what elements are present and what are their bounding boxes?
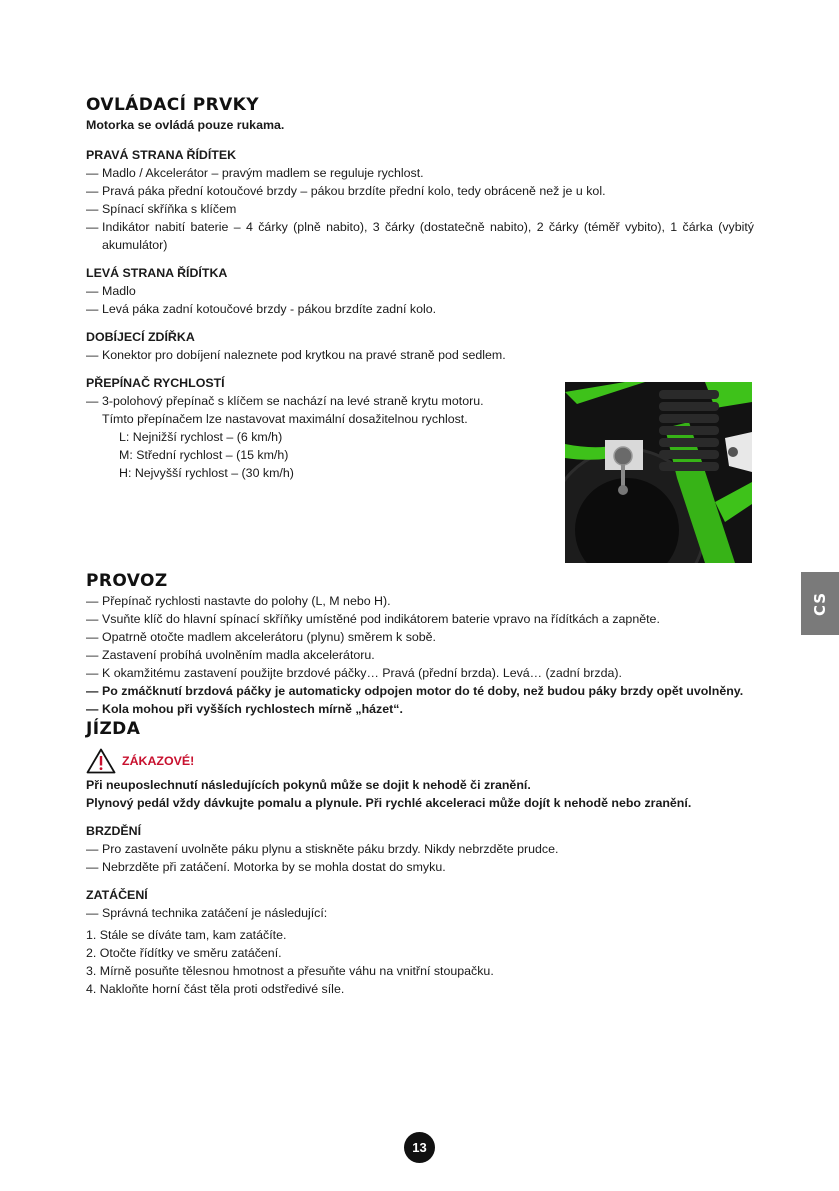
warning-text: Při neuposlechnutí následujících pokynů může se dojit k nehodě či zranění. — [86, 778, 531, 792]
warning-triangle-icon — [86, 748, 116, 774]
braking-list — [86, 840, 754, 876]
cornering-step: 3. Mírně posuňte tělesnou hmotnost a přesuňte váhu na vnitřní stoupačku. — [86, 964, 494, 978]
cornering-steps — [86, 926, 754, 998]
list-item: — Přepínač rychlosti nastavte do polohy (L, M nebo H). — [86, 592, 754, 610]
right-handlebar-list — [86, 164, 754, 254]
speed-switch-note: Tímto přepínačem lze nastavovat maximální dosažitelnou rychlost. — [102, 412, 468, 426]
speed-level-high: H: Nejvyšší rychlost – (30 km/h) — [119, 466, 294, 480]
heading-charging-port: DOBÍJECÍ ZDÍŘKA — [86, 330, 195, 344]
warning-text: Plynový pedál vždy dávkujte pomalu a plynule. Při rychlé akceleraci může dojít k nehodě nebo zranění. — [86, 796, 692, 810]
cornering-step: 4. Nakloňte horní část těla proti odstředivé síle. — [86, 982, 345, 996]
heading-right-handlebar: PRAVÁ STRANA ŘÍDÍTEK — [86, 148, 237, 162]
section-title-controls: OVLÁDACÍ PRVKY — [86, 95, 259, 115]
charging-list — [86, 346, 754, 364]
list-item: — Pro zastavení uvolněte páku plynu a stiskněte páku brzdy. Nikdy nebrzděte prudce. — [86, 840, 754, 858]
list-item: — Madlo / Akcelerátor – pravým madlem se reguluje rychlost. — [86, 164, 754, 182]
list-item: — 3-polohový přepínač s klíčem se nachází na levé straně krytu motoru. — [86, 392, 526, 410]
warning-row — [86, 748, 754, 774]
heading-cornering: ZATÁČENÍ — [86, 888, 148, 902]
list-item: — K okamžitému zastavení použijte brzdové páčky… Pravá (přední brzda). Levá… (zadní brzda). — [86, 664, 754, 682]
list-item: — Pravá páka přední kotoučové brzdy – pákou brzdíte přední kolo, tedy obráceně než je u kol. — [86, 182, 754, 200]
page-number: 13 — [404, 1132, 435, 1163]
list-item-bold: — Kola mohou při vyšších rychlostech mírně „házet“. — [86, 700, 754, 718]
heading-left-handlebar: LEVÁ STRANA ŘÍDÍTKA — [86, 266, 228, 280]
left-handlebar-list — [86, 282, 754, 318]
warning-label: ZÁKAZOVÉ! — [122, 754, 195, 768]
speed-switch-list — [86, 392, 526, 410]
cornering-list — [86, 904, 754, 922]
list-item: — Spínací skříňka s klíčem — [86, 200, 754, 218]
heading-speed-switch: PŘEPÍNAČ RYCHLOSTÍ — [86, 376, 225, 390]
list-item-bold: — Po zmáčknutí brzdová páčky je automaticky odpojen motor do té doby, než budou páky brzdy opět uvolněny. — [86, 682, 754, 700]
list-item: — Nebrzděte při zatáčení. Motorka by se mohla dostat do smyku. — [86, 858, 754, 876]
list-item: — Správná technika zatáčení je následující: — [86, 904, 754, 922]
motor-speed-switch-photo — [565, 382, 752, 563]
speed-level-medium: M: Střední rychlost – (15 km/h) — [119, 448, 289, 462]
heading-braking: BRZDĚNÍ — [86, 824, 142, 838]
list-item: — Opatrně otočte madlem akcelerátoru (plynu) směrem k sobě. — [86, 628, 754, 646]
speed-level-low: L: Nejnižší rychlost – (6 km/h) — [119, 430, 283, 444]
list-item: — Indikátor nabití baterie – 4 čárky (plně nabito), 3 čárky (dostatečně nabito), 2 čárky (téměř vybito), 1 čárka (vybitý akumulátor) — [86, 218, 754, 254]
cornering-step: 2. Otočte řídítky ve směru zatáčení. — [86, 946, 282, 960]
list-item: — Konektor pro dobíjení naleznete pod krytkou na pravé straně pod sedlem. — [86, 346, 754, 364]
cornering-step: 1. Stále se díváte tam, kam zatáčíte. — [86, 928, 287, 942]
section-title-operation: PROVOZ — [86, 571, 168, 591]
list-item: — Zastavení probíhá uvolněním madla akcelerátoru. — [86, 646, 754, 664]
language-tab — [801, 572, 839, 635]
language-tab-label: CS — [811, 591, 829, 616]
list-item: — Vsuňte klíč do hlavní spínací skříňky umístěné pod indikátorem baterie vpravo na řídítkách a zapněte. — [86, 610, 754, 628]
section-title-riding: JÍZDA — [86, 719, 141, 739]
list-item: — Levá páka zadní kotoučové brzdy - pákou brzdíte zadní kolo. — [86, 300, 754, 318]
list-item: — Madlo — [86, 282, 754, 300]
controls-intro: Motorka se ovládá pouze rukama. — [86, 118, 285, 132]
operation-list — [86, 592, 754, 718]
